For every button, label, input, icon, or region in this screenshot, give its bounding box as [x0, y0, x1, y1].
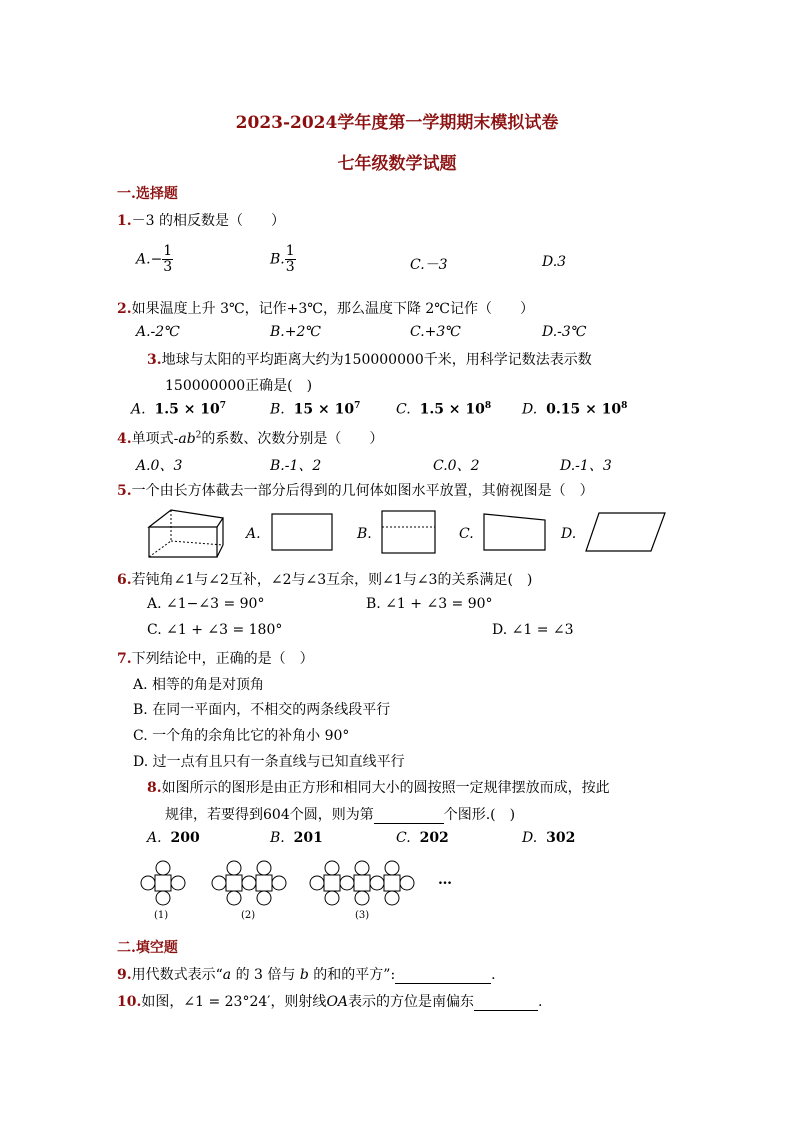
exponent: 8 — [484, 401, 492, 411]
answer-blank[interactable] — [474, 994, 538, 1011]
stem-text: 的和的平方”: — [308, 967, 396, 983]
fraction — [285, 244, 296, 275]
option-d: D. 过一点有且只有一条直线与已知直线平行 — [133, 754, 405, 770]
exponent: 2 — [195, 430, 202, 441]
option-label: B. — [270, 401, 285, 418]
option-value: 1.5 × 10 — [419, 401, 485, 418]
question-number: 7. — [117, 651, 132, 667]
question-5 — [117, 480, 594, 500]
section-heading-fill: 二.填空题 — [117, 940, 178, 956]
stem-text: 的系数、次数分别是（ ） — [201, 431, 384, 447]
question-7 — [117, 648, 314, 668]
question-number: 1. — [117, 213, 132, 229]
stem-text: 表示的方位是南偏东 — [348, 994, 475, 1010]
option-a-label: A. — [246, 526, 261, 542]
option-d: D.3 — [542, 254, 567, 270]
question-stem: 如果温度上升 3℃，记作+3℃，那么温度下降 2℃记作（ ） — [131, 301, 534, 317]
option-a: A. 相等的角是对顶角 — [133, 677, 265, 693]
figure-caption-1: (1) — [154, 910, 169, 921]
question-9 — [117, 964, 496, 984]
option-b — [270, 830, 323, 846]
question-number: 3. — [147, 352, 162, 368]
page-title: 2023-2024学年度第一学期期末模拟试卷 — [235, 113, 559, 133]
question-stem: 如图所示的图形是由正方形和相同大小的圆按照一定规律摆放而成，按此 — [161, 780, 610, 796]
option-value: 302 — [546, 830, 576, 846]
option-a: A.-2℃ — [136, 324, 180, 340]
option-label: B. — [270, 830, 285, 846]
question-3-line1 — [147, 349, 592, 369]
question-stem: 若钝角∠1与∠2互补，∠2与∠3互余，则∠1与∠3的关系满足( ) — [131, 572, 533, 588]
variable: OA — [326, 994, 349, 1010]
option-d — [522, 401, 627, 418]
option-a — [147, 830, 200, 846]
exponent: 7 — [354, 401, 361, 411]
option-value: 1.5 × 10 — [154, 401, 220, 418]
option-b-label: B. — [357, 526, 372, 542]
variable: b — [299, 967, 309, 983]
option-label: A. — [147, 830, 162, 846]
option-d-figure — [585, 511, 667, 553]
angle-value: ∠1 = 23°24′ — [183, 994, 271, 1010]
minus-sign: − — [150, 251, 163, 268]
denominator: 3 — [163, 259, 173, 275]
question-number: 9. — [117, 967, 132, 983]
option-value: 0.15 × 10 — [546, 401, 622, 418]
option-b — [270, 244, 296, 275]
option-c-figure — [483, 513, 547, 551]
question-number: 8. — [147, 780, 162, 796]
option-c — [396, 830, 449, 846]
option-a-figure — [271, 513, 333, 551]
variable: ab — [178, 431, 196, 447]
stem-text: 单项式- — [131, 431, 179, 447]
answer-blank[interactable] — [374, 807, 444, 824]
option-value: 200 — [170, 830, 200, 846]
stem-text: 规律，若要得到604个圆，则为第 — [165, 807, 374, 823]
exponent: 7 — [219, 401, 227, 411]
pattern-figure-2 — [209, 862, 291, 906]
option-c: C.+3℃ — [410, 324, 461, 340]
page-subtitle: 七年级数学试题 — [337, 154, 457, 174]
question-number: 10. — [117, 994, 142, 1010]
option-d: D.-3℃ — [542, 324, 587, 340]
question-number: 2. — [117, 301, 132, 317]
option-label: A. — [136, 251, 151, 268]
question-4 — [117, 428, 383, 448]
variable: a — [222, 967, 232, 983]
option-d: D. ∠1 = ∠3 — [492, 622, 574, 638]
option-b: B. 在同一平面内，不相交的两条线段平行 — [133, 702, 391, 718]
figure-caption-2: (2) — [241, 910, 256, 921]
option-label: A. — [131, 401, 146, 418]
stem-text: . — [491, 967, 496, 983]
option-c: C.－3 — [410, 257, 448, 273]
numerator: 1 — [163, 243, 173, 259]
option-b: B.-1、2 — [270, 458, 322, 474]
numerator: 1 — [285, 243, 295, 259]
question-1 — [117, 210, 285, 230]
option-value: 15 × 10 — [293, 401, 355, 418]
option-b-figure — [381, 510, 437, 554]
question-10 — [117, 991, 542, 1011]
question-stem: 一个由长方体截去一部分后得到的几何体如图水平放置，其俯视图是（ ） — [131, 483, 594, 499]
question-number: 4. — [117, 431, 132, 447]
question-8-line2 — [165, 804, 515, 824]
option-c — [396, 401, 491, 418]
option-d: D.-1、3 — [560, 458, 612, 474]
option-a: A.0、3 — [136, 458, 183, 474]
option-value: 202 — [419, 830, 449, 846]
stem-text: ，则射线 — [270, 994, 327, 1010]
option-c: C. 一个角的余角比它的补角小 90° — [133, 728, 350, 744]
option-c: C. ∠1 + ∠3 = 180° — [147, 622, 283, 638]
fraction — [162, 244, 173, 275]
option-b: B. ∠1 + ∠3 = 90° — [366, 596, 493, 612]
option-c-label: C. — [459, 526, 474, 542]
pattern-figure-1 — [138, 862, 188, 906]
option-value: 201 — [293, 830, 323, 846]
option-c: C.0、2 — [433, 458, 480, 474]
pattern-figure-3 — [307, 862, 419, 906]
option-d-label: D. — [561, 526, 577, 542]
question-6 — [117, 569, 532, 589]
option-label: C. — [396, 830, 411, 846]
exponent: 8 — [621, 401, 628, 411]
question-stem: 下列结论中，正确的是（ ） — [131, 651, 314, 667]
figure-caption-3: (3) — [355, 910, 370, 921]
option-label: D. — [522, 830, 538, 846]
section-heading-choice: 一.选择题 — [117, 186, 178, 202]
ellipsis: … — [438, 872, 452, 888]
question-3-line2: 150000000正确是( ) — [165, 378, 313, 394]
stem-text: 个图形.( ) — [443, 807, 516, 823]
question-8-line1 — [147, 777, 610, 797]
denominator: 3 — [285, 259, 295, 275]
question-stem: 地球与太阳的平均距离大约为150000000千米，用科学记数法表示数 — [161, 352, 592, 368]
stem-text: . — [538, 994, 543, 1010]
question-2 — [117, 298, 534, 318]
option-label: D. — [522, 401, 538, 418]
option-b — [270, 401, 360, 418]
option-a: A. ∠1−∠3 = 90° — [147, 596, 265, 612]
option-a — [136, 244, 173, 275]
question-number: 6. — [117, 572, 132, 588]
option-a — [131, 401, 226, 418]
question-number: 5. — [117, 483, 132, 499]
question-stem: －3 的相反数是（ ） — [131, 213, 285, 229]
option-label: B. — [270, 251, 285, 268]
answer-blank[interactable] — [395, 967, 491, 984]
stem-text: 的 3 倍与 — [231, 967, 300, 983]
option-b: B.+2℃ — [270, 324, 322, 340]
stem-text: 用代数式表示“ — [131, 967, 223, 983]
option-d — [522, 830, 575, 846]
solid-figure — [145, 505, 225, 561]
option-label: C. — [396, 401, 411, 418]
stem-text: 如图， — [141, 994, 184, 1010]
